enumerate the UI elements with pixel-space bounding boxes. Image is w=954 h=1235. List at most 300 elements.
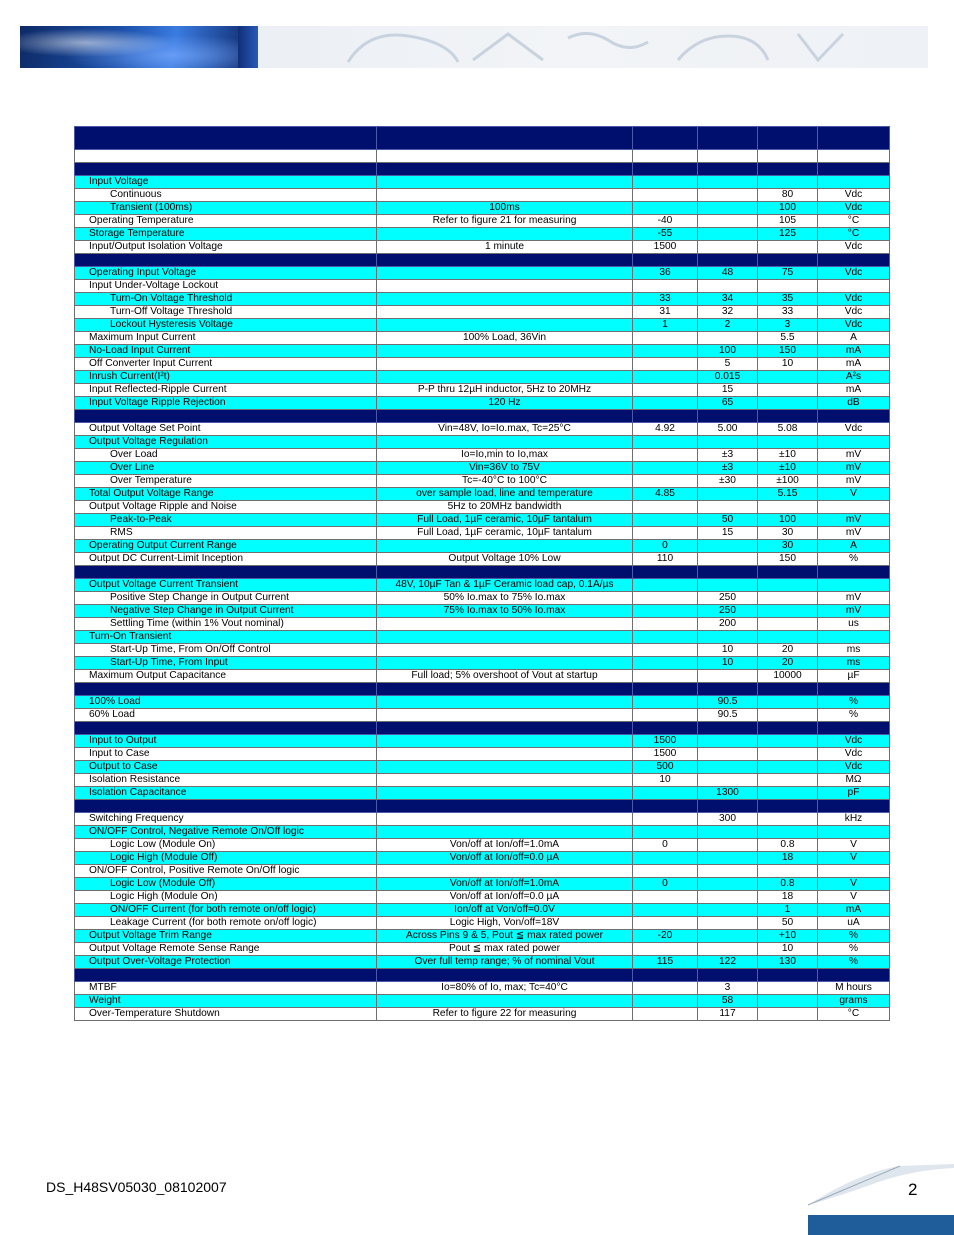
unit-cell: % xyxy=(818,553,890,566)
unit-cell: V xyxy=(818,488,890,501)
unit-cell: ms xyxy=(818,657,890,670)
table-row xyxy=(75,540,890,553)
condition-cell xyxy=(377,657,633,670)
condition-cell xyxy=(377,826,633,839)
section-header-bar-cell xyxy=(377,254,633,267)
unit-cell xyxy=(818,826,890,839)
parameter-cell: Over Load xyxy=(75,449,377,462)
section-header-bar-cell xyxy=(818,969,890,982)
page-number: 2 xyxy=(908,1180,918,1199)
max-cell: 10000 xyxy=(758,670,818,683)
max-cell xyxy=(758,579,818,592)
condition-cell: Over full temp range; % of nominal Vout xyxy=(377,956,633,969)
min-cell: 110 xyxy=(633,553,698,566)
unit-cell: V xyxy=(818,839,890,852)
section-header-bar-cell xyxy=(377,163,633,176)
max-cell: 125 xyxy=(758,228,818,241)
parameter-cell: Turn-On Voltage Threshold xyxy=(75,293,377,306)
typ-cell xyxy=(698,501,758,514)
max-cell xyxy=(758,774,818,787)
parameter-cell: Off Converter Input Current xyxy=(75,358,377,371)
condition-cell xyxy=(377,631,633,644)
min-cell xyxy=(633,397,698,410)
table-row xyxy=(75,332,890,345)
table-row xyxy=(75,826,890,839)
typ-cell xyxy=(698,748,758,761)
section-header-bar xyxy=(75,566,890,579)
min-cell: 4.85 xyxy=(633,488,698,501)
max-cell: 50 xyxy=(758,917,818,930)
max-cell xyxy=(758,995,818,1008)
typ-cell: 10 xyxy=(698,644,758,657)
parameter-cell: Logic High (Module On) xyxy=(75,891,377,904)
max-cell: 75 xyxy=(758,267,818,280)
condition-cell: 75% Io.max to 50% Io.max xyxy=(377,605,633,618)
table-row xyxy=(75,917,890,930)
table-row xyxy=(75,605,890,618)
section-header-bar-cell xyxy=(633,683,698,696)
section-header-bar-cell xyxy=(698,566,758,579)
header-banner xyxy=(20,26,928,68)
parameter-cell: 60% Load xyxy=(75,709,377,722)
parameter-cell: Start-Up Time, From On/Off Control xyxy=(75,644,377,657)
parameter-cell: Total Output Voltage Range xyxy=(75,488,377,501)
unit-cell xyxy=(818,631,890,644)
typ-cell xyxy=(698,930,758,943)
parameter-cell: Operating Output Current Range xyxy=(75,540,377,553)
section-header-bar xyxy=(75,254,890,267)
parameter-cell: Operating Temperature xyxy=(75,215,377,228)
banner-accent xyxy=(238,26,258,68)
table-row xyxy=(75,280,890,293)
section-header-bar-cell xyxy=(758,969,818,982)
section-header-bar-cell xyxy=(818,410,890,423)
min-cell xyxy=(633,813,698,826)
min-cell: 10 xyxy=(633,774,698,787)
min-cell xyxy=(633,631,698,644)
condition-cell xyxy=(377,774,633,787)
parameter-cell: Isolation Resistance xyxy=(75,774,377,787)
condition-cell: Von/off at Ion/off=1.0mA xyxy=(377,839,633,852)
section-header-bar-cell xyxy=(75,163,377,176)
typ-cell: 90.5 xyxy=(698,696,758,709)
table-row xyxy=(75,891,890,904)
condition-cell: Io=80% of Io, max; Tc=40°C xyxy=(377,982,633,995)
unit-cell: mA xyxy=(818,358,890,371)
max-cell xyxy=(758,397,818,410)
min-cell xyxy=(633,202,698,215)
typ-cell: ±3 xyxy=(698,449,758,462)
table-row xyxy=(75,358,890,371)
table-row xyxy=(75,514,890,527)
section-header-bar-cell xyxy=(698,722,758,735)
min-cell xyxy=(633,1008,698,1021)
min-cell xyxy=(633,371,698,384)
table-header-row-cell xyxy=(698,127,758,150)
max-cell: ±100 xyxy=(758,475,818,488)
max-cell xyxy=(758,501,818,514)
min-cell: -40 xyxy=(633,215,698,228)
max-cell: 5.15 xyxy=(758,488,818,501)
min-cell: 36 xyxy=(633,267,698,280)
condition-cell xyxy=(377,787,633,800)
unit-cell xyxy=(818,280,890,293)
unit-cell: pF xyxy=(818,787,890,800)
typ-cell xyxy=(698,280,758,293)
section-header-bar-cell xyxy=(698,410,758,423)
typ-cell xyxy=(698,943,758,956)
min-cell: 115 xyxy=(633,956,698,969)
condition-cell: Full Load, 1µF ceramic, 10µF tantalum xyxy=(377,527,633,540)
min-cell xyxy=(633,995,698,1008)
typ-cell xyxy=(698,761,758,774)
table-row xyxy=(75,761,890,774)
max-cell: 3 xyxy=(758,319,818,332)
condition-cell xyxy=(377,358,633,371)
min-cell xyxy=(633,189,698,202)
min-cell xyxy=(633,475,698,488)
min-cell xyxy=(633,358,698,371)
condition-cell xyxy=(377,761,633,774)
table-row xyxy=(75,670,890,683)
table-row xyxy=(75,787,890,800)
condition-cell xyxy=(377,319,633,332)
parameter-cell: ON/OFF Control, Positive Remote On/Off logic xyxy=(75,865,377,878)
unit-cell xyxy=(818,865,890,878)
parameter-cell: Logic Low (Module On) xyxy=(75,839,377,852)
max-cell xyxy=(758,761,818,774)
parameter-cell: Input Under-Voltage Lockout xyxy=(75,280,377,293)
condition-cell xyxy=(377,813,633,826)
typ-cell xyxy=(698,670,758,683)
condition-cell: Vin=36V to 75V xyxy=(377,462,633,475)
parameter-cell: Logic Low (Module Off) xyxy=(75,878,377,891)
condition-cell: Von/off at Ion/off=0.0 µA xyxy=(377,891,633,904)
max-cell xyxy=(758,826,818,839)
unit-cell: % xyxy=(818,696,890,709)
typ-cell xyxy=(698,176,758,189)
max-cell: 130 xyxy=(758,956,818,969)
section-header-bar-cell xyxy=(377,969,633,982)
specification-table xyxy=(74,126,890,1021)
table-row xyxy=(75,878,890,891)
typ-cell: 5 xyxy=(698,358,758,371)
table-row xyxy=(75,397,890,410)
section-header-bar-cell xyxy=(75,800,377,813)
table-row xyxy=(75,215,890,228)
typ-cell: 0.015 xyxy=(698,371,758,384)
parameter-cell: Operating Input Voltage xyxy=(75,267,377,280)
table-row xyxy=(75,475,890,488)
min-cell xyxy=(633,280,698,293)
typ-cell xyxy=(698,774,758,787)
parameter-cell: Storage Temperature xyxy=(75,228,377,241)
unit-cell: mA xyxy=(818,384,890,397)
min-cell xyxy=(633,670,698,683)
max-cell: 80 xyxy=(758,189,818,202)
table-row xyxy=(75,579,890,592)
section-header-bar-cell xyxy=(818,254,890,267)
min-cell xyxy=(633,449,698,462)
parameter-cell: Inrush Current(I²t) xyxy=(75,371,377,384)
banner-photo xyxy=(20,26,238,68)
parameter-cell: Transient (100ms) xyxy=(75,202,377,215)
max-cell xyxy=(758,384,818,397)
typ-cell xyxy=(698,215,758,228)
parameter-cell: Input Voltage xyxy=(75,176,377,189)
unit-cell: Vdc xyxy=(818,189,890,202)
parameter-cell: Continuous xyxy=(75,189,377,202)
condition-cell: Vin=48V, Io=Io.max, Tc=25°C xyxy=(377,423,633,436)
parameter-cell: Output Voltage Regulation xyxy=(75,436,377,449)
min-cell: 1500 xyxy=(633,735,698,748)
unit-cell: % xyxy=(818,930,890,943)
footer-swoosh xyxy=(800,1160,954,1235)
section-header-bar xyxy=(75,722,890,735)
table-subheader-row xyxy=(75,150,890,163)
parameter-cell: Turn-On Transient xyxy=(75,631,377,644)
condition-cell: Von/off at Ion/off=1.0mA xyxy=(377,878,633,891)
section-header-bar-cell xyxy=(633,410,698,423)
max-cell: 35 xyxy=(758,293,818,306)
table-header-row xyxy=(75,127,890,150)
max-cell: 100 xyxy=(758,202,818,215)
parameter-cell: Output Over-Voltage Protection xyxy=(75,956,377,969)
condition-cell: 48V, 10µF Tan & 1µF Ceramic load cap, 0.1A/µs xyxy=(377,579,633,592)
table-row xyxy=(75,904,890,917)
section-header-bar-cell xyxy=(758,566,818,579)
section-header-bar-cell xyxy=(758,722,818,735)
unit-cell: °C xyxy=(818,215,890,228)
table-row xyxy=(75,462,890,475)
typ-cell: 48 xyxy=(698,267,758,280)
section-header-bar-cell xyxy=(758,800,818,813)
min-cell xyxy=(633,592,698,605)
min-cell: -55 xyxy=(633,228,698,241)
unit-cell: µF xyxy=(818,670,890,683)
max-cell xyxy=(758,865,818,878)
table-row xyxy=(75,319,890,332)
condition-cell: P-P thru 12µH inductor, 5Hz to 20MHz xyxy=(377,384,633,397)
min-cell xyxy=(633,644,698,657)
table-row xyxy=(75,423,890,436)
max-cell: 150 xyxy=(758,345,818,358)
max-cell xyxy=(758,696,818,709)
condition-cell: Full load; 5% overshoot of Vout at startup xyxy=(377,670,633,683)
unit-cell: V xyxy=(818,891,890,904)
max-cell: 105 xyxy=(758,215,818,228)
condition-cell xyxy=(377,748,633,761)
table-row xyxy=(75,202,890,215)
table-row xyxy=(75,982,890,995)
condition-cell xyxy=(377,189,633,202)
condition-cell: Full Load, 1µF ceramic, 10µF tantalum xyxy=(377,514,633,527)
condition-cell xyxy=(377,644,633,657)
max-cell: 18 xyxy=(758,852,818,865)
unit-cell: Vdc xyxy=(818,202,890,215)
table-row xyxy=(75,995,890,1008)
unit-cell: Vdc xyxy=(818,748,890,761)
max-cell: ±10 xyxy=(758,462,818,475)
condition-cell xyxy=(377,995,633,1008)
typ-cell xyxy=(698,332,758,345)
condition-cell xyxy=(377,228,633,241)
typ-cell: 50 xyxy=(698,514,758,527)
table-row xyxy=(75,306,890,319)
table-row xyxy=(75,267,890,280)
parameter-cell: Leakage Current (for both remote on/off logic) xyxy=(75,917,377,930)
unit-cell: mV xyxy=(818,449,890,462)
typ-cell: 250 xyxy=(698,592,758,605)
min-cell: 500 xyxy=(633,761,698,774)
table-row xyxy=(75,865,890,878)
min-cell xyxy=(633,345,698,358)
max-cell xyxy=(758,1008,818,1021)
typ-cell xyxy=(698,891,758,904)
typ-cell xyxy=(698,553,758,566)
table-row xyxy=(75,449,890,462)
min-cell xyxy=(633,579,698,592)
max-cell: 5.08 xyxy=(758,423,818,436)
typ-cell: 1300 xyxy=(698,787,758,800)
unit-cell: Vdc xyxy=(818,293,890,306)
unit-cell: Vdc xyxy=(818,241,890,254)
unit-cell: mV xyxy=(818,605,890,618)
parameter-cell: Lockout Hysteresis Voltage xyxy=(75,319,377,332)
parameter-cell: Logic High (Module Off) xyxy=(75,852,377,865)
unit-cell: Vdc xyxy=(818,267,890,280)
condition-cell xyxy=(377,735,633,748)
section-header-bar-cell xyxy=(758,163,818,176)
parameter-cell: Input/Output Isolation Voltage xyxy=(75,241,377,254)
section-header-bar-cell xyxy=(75,566,377,579)
unit-cell: A xyxy=(818,540,890,553)
section-header-bar-cell xyxy=(633,800,698,813)
min-cell xyxy=(633,384,698,397)
max-cell: 20 xyxy=(758,644,818,657)
unit-cell: mA xyxy=(818,904,890,917)
table-header-row-cell xyxy=(633,127,698,150)
min-cell xyxy=(633,462,698,475)
condition-cell: Logic High, Von/off=18V xyxy=(377,917,633,930)
parameter-cell: Start-Up Time, From Input xyxy=(75,657,377,670)
parameter-cell: Output Voltage Current Transient xyxy=(75,579,377,592)
condition-cell xyxy=(377,436,633,449)
unit-cell: us xyxy=(818,618,890,631)
condition-cell: 5Hz to 20MHz bandwidth xyxy=(377,501,633,514)
unit-cell: Vdc xyxy=(818,423,890,436)
max-cell: 150 xyxy=(758,553,818,566)
max-cell: 10 xyxy=(758,358,818,371)
typ-cell: 90.5 xyxy=(698,709,758,722)
table-row xyxy=(75,852,890,865)
unit-cell xyxy=(818,501,890,514)
section-header-bar xyxy=(75,969,890,982)
unit-cell: uA xyxy=(818,917,890,930)
table-row xyxy=(75,345,890,358)
typ-cell xyxy=(698,904,758,917)
typ-cell: 34 xyxy=(698,293,758,306)
parameter-cell: Over Line xyxy=(75,462,377,475)
section-header-bar-cell xyxy=(377,800,633,813)
max-cell xyxy=(758,436,818,449)
typ-cell xyxy=(698,852,758,865)
parameter-cell: Output Voltage Set Point xyxy=(75,423,377,436)
unit-cell: mV xyxy=(818,592,890,605)
unit-cell: °C xyxy=(818,1008,890,1021)
section-header-bar-cell xyxy=(818,800,890,813)
parameter-cell: Positive Step Change in Output Current xyxy=(75,592,377,605)
table-row xyxy=(75,553,890,566)
table-row xyxy=(75,371,890,384)
min-cell: -20 xyxy=(633,930,698,943)
parameter-cell: MTBF xyxy=(75,982,377,995)
unit-cell: M hours xyxy=(818,982,890,995)
parameter-cell: Peak-to-Peak xyxy=(75,514,377,527)
condition-cell xyxy=(377,540,633,553)
typ-cell: 122 xyxy=(698,956,758,969)
table-row xyxy=(75,748,890,761)
min-cell xyxy=(633,852,698,865)
typ-cell: 117 xyxy=(698,1008,758,1021)
table-row xyxy=(75,644,890,657)
min-cell xyxy=(633,332,698,345)
table-row xyxy=(75,956,890,969)
unit-cell: mV xyxy=(818,475,890,488)
unit-cell: mV xyxy=(818,527,890,540)
typ-cell xyxy=(698,189,758,202)
table-row xyxy=(75,839,890,852)
unit-cell: kHz xyxy=(818,813,890,826)
section-header-bar xyxy=(75,800,890,813)
section-header-bar-cell xyxy=(698,683,758,696)
min-cell xyxy=(633,176,698,189)
unit-cell: MΩ xyxy=(818,774,890,787)
min-cell: 1500 xyxy=(633,241,698,254)
section-header-bar-cell xyxy=(633,163,698,176)
condition-cell: Pout ≦ max rated power xyxy=(377,943,633,956)
parameter-cell: Switching Frequency xyxy=(75,813,377,826)
table-row xyxy=(75,943,890,956)
condition-cell: Ion/off at Von/off=0.0V xyxy=(377,904,633,917)
min-cell xyxy=(633,657,698,670)
parameter-cell: Maximum Input Current xyxy=(75,332,377,345)
banner-watermark xyxy=(258,26,928,68)
condition-cell xyxy=(377,280,633,293)
min-cell xyxy=(633,696,698,709)
table-subheader-row-cell xyxy=(818,150,890,163)
section-header-bar-cell xyxy=(75,254,377,267)
unit-cell: mA xyxy=(818,345,890,358)
table-row xyxy=(75,228,890,241)
section-header-bar-cell xyxy=(818,722,890,735)
min-cell xyxy=(633,826,698,839)
parameter-cell: Negative Step Change in Output Current xyxy=(75,605,377,618)
table-subheader-row-cell xyxy=(758,150,818,163)
section-header-bar-cell xyxy=(698,254,758,267)
typ-cell xyxy=(698,917,758,930)
parameter-cell: Input to Output xyxy=(75,735,377,748)
section-header-bar xyxy=(75,163,890,176)
min-cell xyxy=(633,436,698,449)
max-cell: ±10 xyxy=(758,449,818,462)
unit-cell: A²s xyxy=(818,371,890,384)
max-cell: 18 xyxy=(758,891,818,904)
condition-cell: 1 minute xyxy=(377,241,633,254)
typ-cell xyxy=(698,878,758,891)
unit-cell xyxy=(818,176,890,189)
typ-cell: 32 xyxy=(698,306,758,319)
